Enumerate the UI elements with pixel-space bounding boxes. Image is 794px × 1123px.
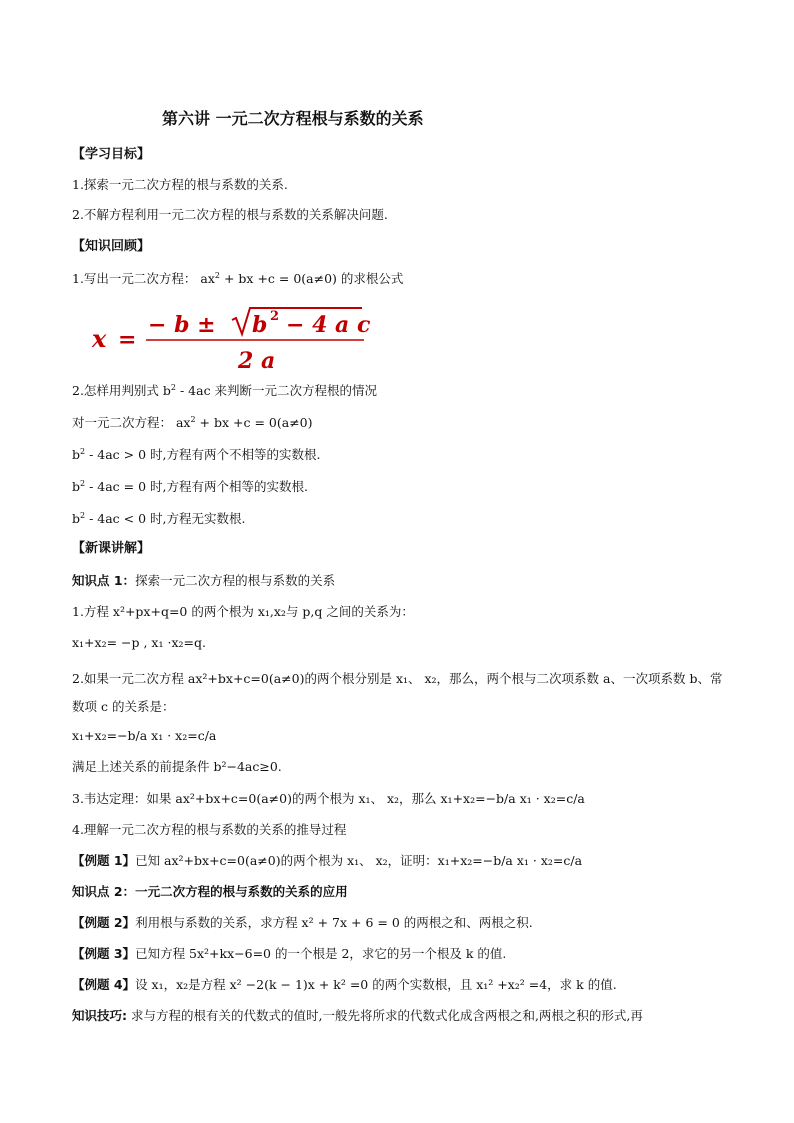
formula-x: x — [92, 324, 107, 353]
knowledge-point-2: 知识点 2：一元二次方程的根与系数的关系的应用 — [72, 884, 348, 899]
vieta-theorem: 3.韦达定理：如果 ax²+bx+c=0(a≠0)的两个根为 x₁、 x₂，那么 x₁+x₂=−b/a x₁ · x₂=c/a — [72, 791, 585, 806]
formula-eq: = — [118, 327, 137, 353]
goal-2: 2.不解方程利用一元二次方程的根与系数的关系解决问题. — [72, 207, 388, 222]
example-3: 【例题 3】已知方程 5x²+kx−6=0 的一个根是 2，求它的另一个根及 k 的值. — [72, 946, 507, 961]
formula-exp: 2 — [270, 309, 280, 324]
formula-neg-b: − b ± — [148, 312, 216, 338]
formula-4ac: − 4 a c — [286, 312, 371, 338]
formula-den: 2 a — [238, 348, 276, 374]
new-line-3: 满足上述关系的前提条件 b²−4ac≥0. — [72, 759, 282, 774]
review-line-6: $b^2 - 4ac < 0$ 时,方程无实数根. — [72, 510, 246, 526]
new-line-1b: x₁+x₂= −p , x₁ ·x₂=q. — [72, 635, 206, 650]
review-line-5: $b^2 - 4ac = 0$ 时,方程有两个相等的实数根. — [72, 478, 308, 494]
section-goals: 【学习目标】 — [72, 147, 151, 162]
example-1: 【例题 1】已知 ax²+bx+c=0(a≠0)的两个根为 x₁、 x₂，证明：x₁+x₂=−b/a x₁ · x₂=c/a — [72, 853, 583, 868]
review-line-2: 2.怎样用判别式 $b^2 - 4ac$ 来判断一元二次方程根的情况 — [72, 382, 378, 398]
knowledge-tip: 知识技巧: 求与方程的根有关的代数式的值时,一般先将所求的代数式化成含两根之和,两根之积的形式,再 — [72, 1008, 643, 1023]
review-line-3: 对一元二次方程： $ax^2$ + bx +c = 0(a≠0) — [72, 414, 313, 430]
new-line-2: 2.如果一元二次方程 ax²+bx+c=0(a≠0)的两个根分别是 x₁、 x₂，那么，两个根与二次项系数 a、一次项系数 b、常数项 c 的关系是： — [72, 671, 723, 714]
example-2: 【例题 2】利用根与系数的关系，求方程 x² + 7x + 6 = 0 的两根之和、两根之积. — [72, 915, 533, 930]
quadratic-formula — [90, 306, 380, 376]
formula-b: b — [252, 312, 268, 338]
new-line-2b: x₁+x₂=−b/a x₁ · x₂=c/a — [72, 728, 217, 743]
review-line-1: 1.写出一元二次方程： $ax^2$ + bx +c = 0(a≠0) 的求根公式 — [72, 270, 404, 286]
page-title: 第六讲 一元二次方程根与系数的关系 — [162, 109, 424, 128]
new-line-1: 1.方程 x²+px+q=0 的两个根为 x₁,x₂与 p,q 之间的关系为： — [72, 604, 414, 619]
section-new: 【新课讲解】 — [72, 541, 151, 556]
review-line-4: $b^2 - 4ac > 0$ 时,方程有两个不相等的实数根. — [72, 446, 321, 462]
new-line-5: 4.理解一元二次方程的根与系数的关系的推导过程 — [72, 822, 347, 837]
knowledge-point-1: 知识点 1：探索一元二次方程的根与系数的关系 — [72, 573, 336, 588]
example-4: 【例题 4】设 x₁，x₂是方程 x² −2(k − 1)x + k² =0 的两个实数根，且 x₁² +x₂² =4，求 k 的值. — [72, 977, 617, 992]
goal-1: 1.探索一元二次方程的根与系数的关系. — [72, 177, 288, 192]
section-review: 【知识回顾】 — [72, 239, 151, 254]
